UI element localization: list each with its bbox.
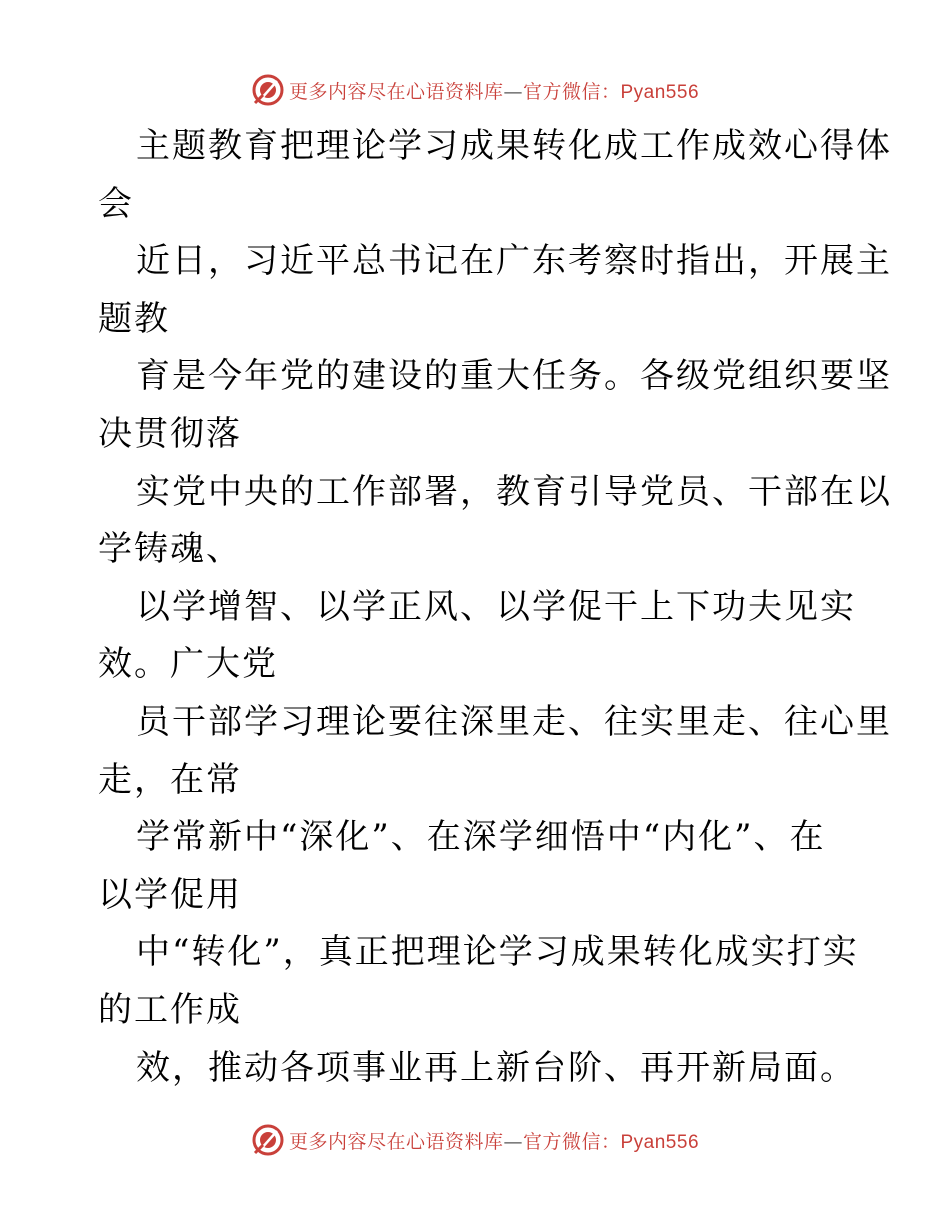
text-line: 近日，习近平总书记在广东考察时指出，开展主 xyxy=(136,241,892,282)
watermark-text: 更多内容尽在心语资料库—官方微信：Pyan556 xyxy=(288,1130,700,1153)
text-line: 走，在常 xyxy=(98,759,242,800)
text-line: 决贯彻落 xyxy=(98,413,242,454)
text-line: 学常新中“深化”、在深学细悟中“内化”、在 xyxy=(136,817,826,858)
text-line: 效。广大党 xyxy=(98,644,278,685)
seal-logo-icon xyxy=(251,73,285,107)
text-line: 主题教育把理论学习成果转化成工作成效心得体 xyxy=(136,126,892,166)
text-line: 员干部学习理论要往深里走、往实里走、往心里 xyxy=(136,701,892,742)
text-line: 以学增智、以学正风、以学促干上下功夫见实 xyxy=(136,586,856,627)
footer-watermark xyxy=(0,1120,950,1160)
text-line: 的工作成 xyxy=(98,989,242,1030)
text-line: 实党中央的工作部署，教育引导党员、干部在以 xyxy=(136,471,892,512)
text-line: 效，推动各项事业再上新台阶、再开新局面。 xyxy=(136,1047,856,1088)
document-body xyxy=(98,118,892,1097)
text-line: 学铸魂、 xyxy=(98,529,242,570)
text-line: 会 xyxy=(98,183,134,224)
text-line: 题教 xyxy=(98,298,170,339)
text-line: 中“转化”，真正把理论学习成果转化成实打实 xyxy=(136,932,859,973)
header-watermark xyxy=(0,70,950,110)
text-line: 以学促用 xyxy=(98,874,242,915)
watermark-text: 更多内容尽在心语资料库—官方微信：Pyan556 xyxy=(288,80,700,103)
text-line: 育是今年党的建设的重大任务。各级党组织要坚 xyxy=(136,356,892,397)
seal-logo-icon xyxy=(251,1123,285,1157)
